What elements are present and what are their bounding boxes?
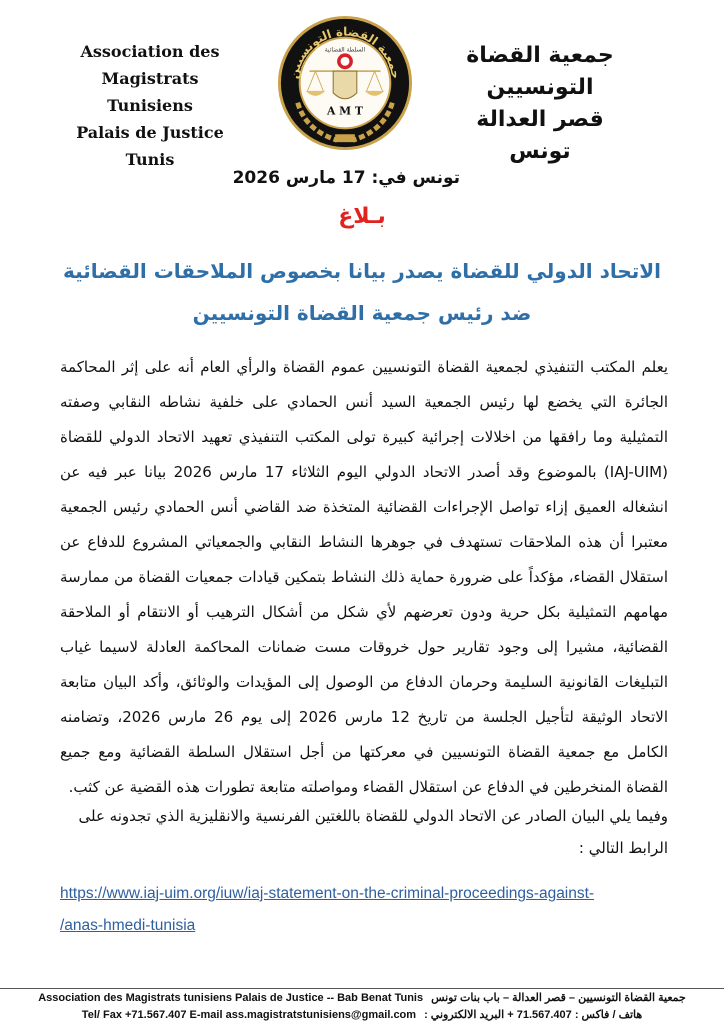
header-french-line: Palais de Justice [76,123,224,142]
header-arabic-line: جمعية القضاة التونسيين [466,43,614,100]
header-arabic-line: تونس [509,139,571,164]
footer-row-address [0,990,724,1007]
header-french-line: Tunisiens [107,96,193,115]
amt-logo [276,14,414,152]
link-line-1: https://www.iaj-uim.org/iuw/iaj-statement-on-the-criminal-proceedings-against- [60,885,595,902]
footer-address-arabic: جمعية القضاة التونسيين – قصر العدالة – باب بنات تونس [431,992,686,1004]
header-french-block [30,38,270,173]
footer-row-contact [0,1007,724,1024]
title-line: ضد رئيس جمعية القضاة التونسيين [192,301,532,325]
footer-contact-french: Tel/ Fax +71.567.407 E-mail ass.magistratstunisiens@gmail.com [81,1009,417,1021]
footer-divider [0,988,724,989]
footer-contact-arabic: هاتف / فاكس : 71.567.407 + البريد الالكتروني : [424,1009,643,1021]
logo-ring-text: جمعية القضاة التونسيين [286,24,404,80]
statement-link-block [60,878,660,942]
coat-of-arms-shield-icon [333,71,357,99]
header-french-line: Association des Magistrats [80,42,220,88]
body-section [60,350,668,805]
footer [0,990,724,1024]
header-french-line: Tunis [125,150,175,169]
footer-address-french: Association des Magistrats tunisiens Palais de Justice -- Bab Benat Tunis [38,992,424,1004]
logo-inner-text: السلطة القضائية [324,47,366,54]
document-type-heading: بـلاغ [338,204,386,229]
title-line: الاتحاد الدولي للقضاة يصدر بيانا بخصوص الملاحقات القضائية [62,259,662,283]
body-paragraph: يعلم المكتب التنفيذي لجمعية القضاة التونسيين عموم القضاة والرأي العام أنه على إثر المحاكمة الجائرة التي يخضع لها رئيس الجمعية السيد أنس الحمادي على خلفية نشاطه النقابي وصفته التمثيلية وما رافقها من اخلالات إجرائية كبيرة تولى المكتب التنفيذي تعهيد الاتحاد الدولي للقضاة (IAJ-UIM) بالموضوع وقد أصدر الاتحاد الدولي اليوم الثلاثاء 17 مارس 2026 بيانا عبر فيه عن انشغاله العميق إزاء تواصل الإجراءات القضائية المتخذة ضد القاضي أنس الحمادي رئيس الجمعية معتبرا أن هذه الملاحقات تستهدف في جوهرها النشاط النقابي والجمعياتي المشروع للدفاع عن استقلال القضاء، مؤكداً على ضرورة حماية ذلك النشاط بتمكين قيادات جمعيات القضاة من ممارسة مهامهم التمثيلية بكل حرية ودون تعرضهم لأي شكل من أشكال الترهيب أو الانتقام أو الملاحقة القضائية، مشيرا إلى وجود تقارير حول خروقات مست ضمانات المحاكمة العادلة لاسيما غياب التبليغات القانونية السليمة وحرمان الدفاع من الوصول إلى المؤيدات والوثائق، وأكد البيان متابعة الاتحاد الوثيقة لتأجيل الجلسة من تاريخ 12 مارس 2026 إلى يوم 26 مارس 2026، وتضامنه الكامل مع جمعية القضاة التونسيين في معركتها من أجل استقلال السلطة القضائية ومع جميع القضاة المنخرطين في الدفاع عن استقلال القضاء ومواصلته متابعة تطورات هذه القضية عن كثب. [60,358,668,796]
document-title [40,250,684,334]
date-line: تونس في: 17 مارس 2026 [232,168,460,188]
header-arabic-line: قصر العدالة [476,107,604,132]
statement-link[interactable] [60,885,594,934]
header-arabic-block [430,40,650,168]
link-line-2: /anas-hmedi-tunisia [60,917,196,934]
intro-paragraph: وفيما يلي البيان الصادر عن الاتحاد الدولي للقضاة باللغتين الفرنسية والانقليزية الذي تجدونه على الرابط التالي : [78,807,668,857]
logo-initials: A M T [327,104,363,118]
